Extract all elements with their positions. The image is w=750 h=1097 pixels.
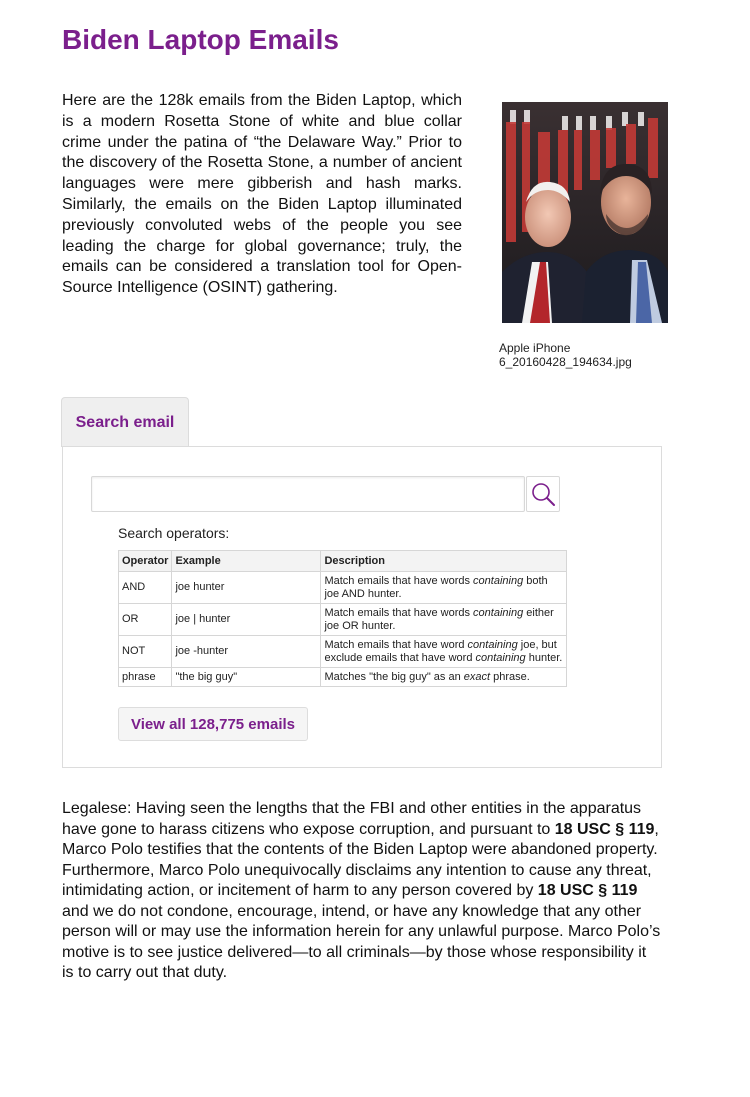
- description-cell: Match emails that have words containing both joe AND hunter.: [321, 572, 567, 604]
- table-row: [119, 604, 567, 636]
- search-button[interactable]: [526, 476, 560, 512]
- operator-cell: phrase: [119, 668, 172, 687]
- operator-cell: NOT: [119, 636, 172, 668]
- example-cell: joe hunter: [172, 572, 321, 604]
- operator-cell: AND: [119, 572, 172, 604]
- header-description: Description: [321, 551, 567, 572]
- magnifier-icon: [530, 481, 556, 507]
- search-panel: [62, 446, 662, 768]
- description-cell: Match emails that have word containing joe, but exclude emails that have word containing hunter.: [321, 636, 567, 668]
- caption-filename: 6_20160428_194634.jpg: [499, 355, 632, 369]
- caption-device: Apple iPhone: [499, 341, 571, 355]
- usc-reference: 18 USC § 119: [537, 882, 638, 899]
- table-row: [119, 668, 567, 687]
- legal-disclaimer: Legalese: Having seen the lengths that the FBI and other entities in the apparatus have gone to harass citizens who expose corruption, and pursuant to 18 USC § 119, Marco Polo testifies that the contents of the Biden Laptop were abandoned property. Furthermore, Marco Polo unequivocally disclaims any intention to cause any threat, intimidating action, or incitement of harm to any person covered by 18 USC § 119 and we do not condone, encourage, intend, or have any knowledge that any other person will or may use the information herein for any unlawful purpose. Marco Polo’s motive is to see justice delivered—to all criminals—by those whose responsibility it is to carry out that duty.: [62, 800, 661, 981]
- table-header-row: [119, 551, 567, 572]
- example-cell: "the big guy": [172, 668, 321, 687]
- operator-cell: OR: [119, 604, 172, 636]
- tab-search-email[interactable]: Search email: [61, 397, 189, 447]
- description-cell: Match emails that have words containing either joe OR hunter.: [321, 604, 567, 636]
- search-operators-table: [118, 550, 567, 687]
- laptop-photo: [502, 102, 668, 323]
- search-input[interactable]: [91, 476, 525, 512]
- table-row: [119, 636, 567, 668]
- header-operator: Operator: [119, 551, 172, 572]
- example-cell: joe | hunter: [172, 604, 321, 636]
- photo-caption: [499, 341, 699, 369]
- table-row: [119, 572, 567, 604]
- intro-paragraph: Here are the 128k emails from the Biden Laptop, which is a modern Rosetta Stone of white and blue collar crime under the patina of “the Delaware Way.” Prior to the discovery of the Rosetta Stone, a number of ancient languages were mere gibberish and hash marks. Similarly, the emails on the Biden Laptop illuminated previously convoluted webs of the people you see leading the charge for global governance; truly, the emails can be considered a translation tool for Open-Source Intelligence (OSINT) gathering.: [62, 92, 462, 297]
- example-cell: joe -hunter: [172, 636, 321, 668]
- page-title: Biden Laptop Emails: [62, 24, 339, 55]
- description-cell: Matches "the big guy" as an exact phrase.: [321, 668, 567, 687]
- usc-reference: 18 USC § 119: [554, 820, 655, 838]
- search-operators-label: Search operators:: [118, 525, 230, 541]
- photo-illustration: [502, 102, 668, 323]
- view-all-emails-button[interactable]: View all 128,775 emails: [118, 707, 308, 741]
- header-example: Example: [172, 551, 321, 572]
